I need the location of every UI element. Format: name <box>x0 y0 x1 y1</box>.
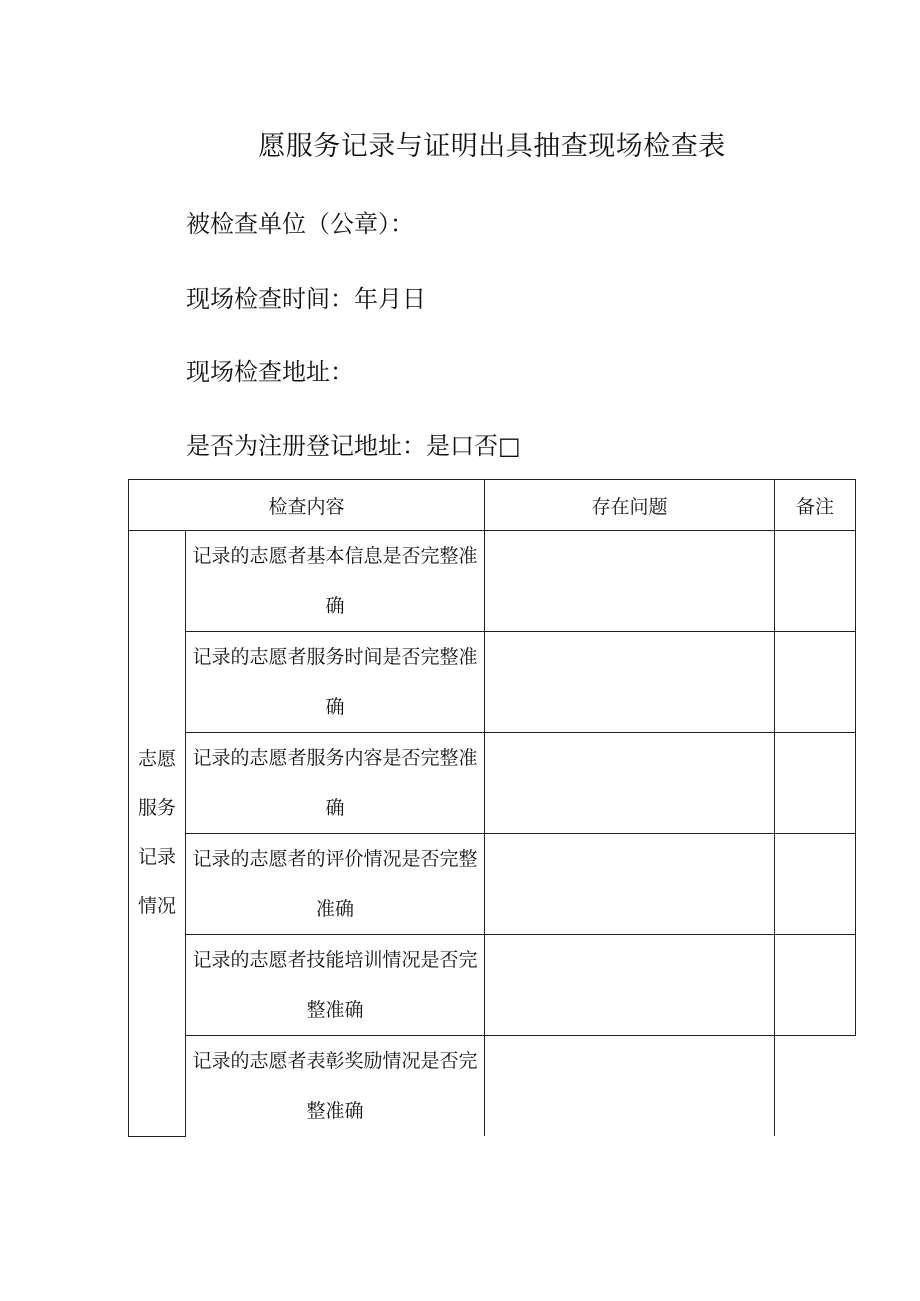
registered-address-label: 是否为注册登记地址： <box>186 432 426 460</box>
note-cell[interactable] <box>775 834 856 935</box>
check-item: 记录的志愿者的评价情况是否完整准确 <box>186 834 485 935</box>
table-row <box>129 531 856 632</box>
inspection-table <box>128 479 856 1137</box>
registered-address-value: 是口否□ <box>426 432 521 460</box>
inspection-time-field <box>186 279 426 314</box>
issue-cell[interactable] <box>485 733 775 834</box>
inspection-address-field <box>186 352 354 387</box>
inspection-time-value: 年月日 <box>354 285 426 313</box>
inspected-unit-label: 被检查单位（公章）： <box>186 210 414 238</box>
registered-address-field <box>186 426 521 461</box>
issue-cell[interactable] <box>485 632 775 733</box>
check-item: 记录的志愿者技能培训情况是否完整准确 <box>186 935 485 1036</box>
table-row <box>129 632 856 733</box>
check-item: 记录的志愿者基本信息是否完整准确 <box>186 531 485 632</box>
header-remarks: 备注 <box>775 480 856 531</box>
category-line: 服务 <box>137 797 176 820</box>
category-line: 记录 <box>137 846 176 869</box>
inspection-time-label: 现场检查时间： <box>186 285 354 313</box>
note-cell[interactable] <box>775 531 856 632</box>
table-row <box>129 1036 856 1137</box>
issue-cell[interactable] <box>485 834 775 935</box>
note-cell[interactable] <box>775 935 856 1036</box>
inspected-unit-field <box>186 204 414 239</box>
header-issues: 存在问题 <box>485 480 775 531</box>
page-title: 愿服务记录与证明出具抽查现场检查表 <box>258 131 726 162</box>
inspection-address-label: 现场检查地址： <box>186 358 354 386</box>
note-cell[interactable] <box>775 1036 856 1137</box>
check-item: 记录的志愿者表彰奖励情况是否完整准确 <box>186 1036 485 1137</box>
note-cell[interactable] <box>775 733 856 834</box>
issue-cell[interactable] <box>485 935 775 1036</box>
header-check-content: 检查内容 <box>129 480 485 531</box>
table-row <box>129 733 856 834</box>
category-line: 情况 <box>137 895 176 918</box>
issue-cell[interactable] <box>485 531 775 632</box>
check-item: 记录的志愿者服务内容是否完整准确 <box>186 733 485 834</box>
category-cell <box>129 531 186 1137</box>
check-item: 记录的志愿者服务时间是否完整准确 <box>186 632 485 733</box>
table-row <box>129 935 856 1036</box>
note-cell[interactable] <box>775 632 856 733</box>
table-header-row <box>129 480 856 531</box>
table-row <box>129 834 856 935</box>
issue-cell[interactable] <box>485 1036 775 1137</box>
category-line: 志愿 <box>137 748 176 771</box>
